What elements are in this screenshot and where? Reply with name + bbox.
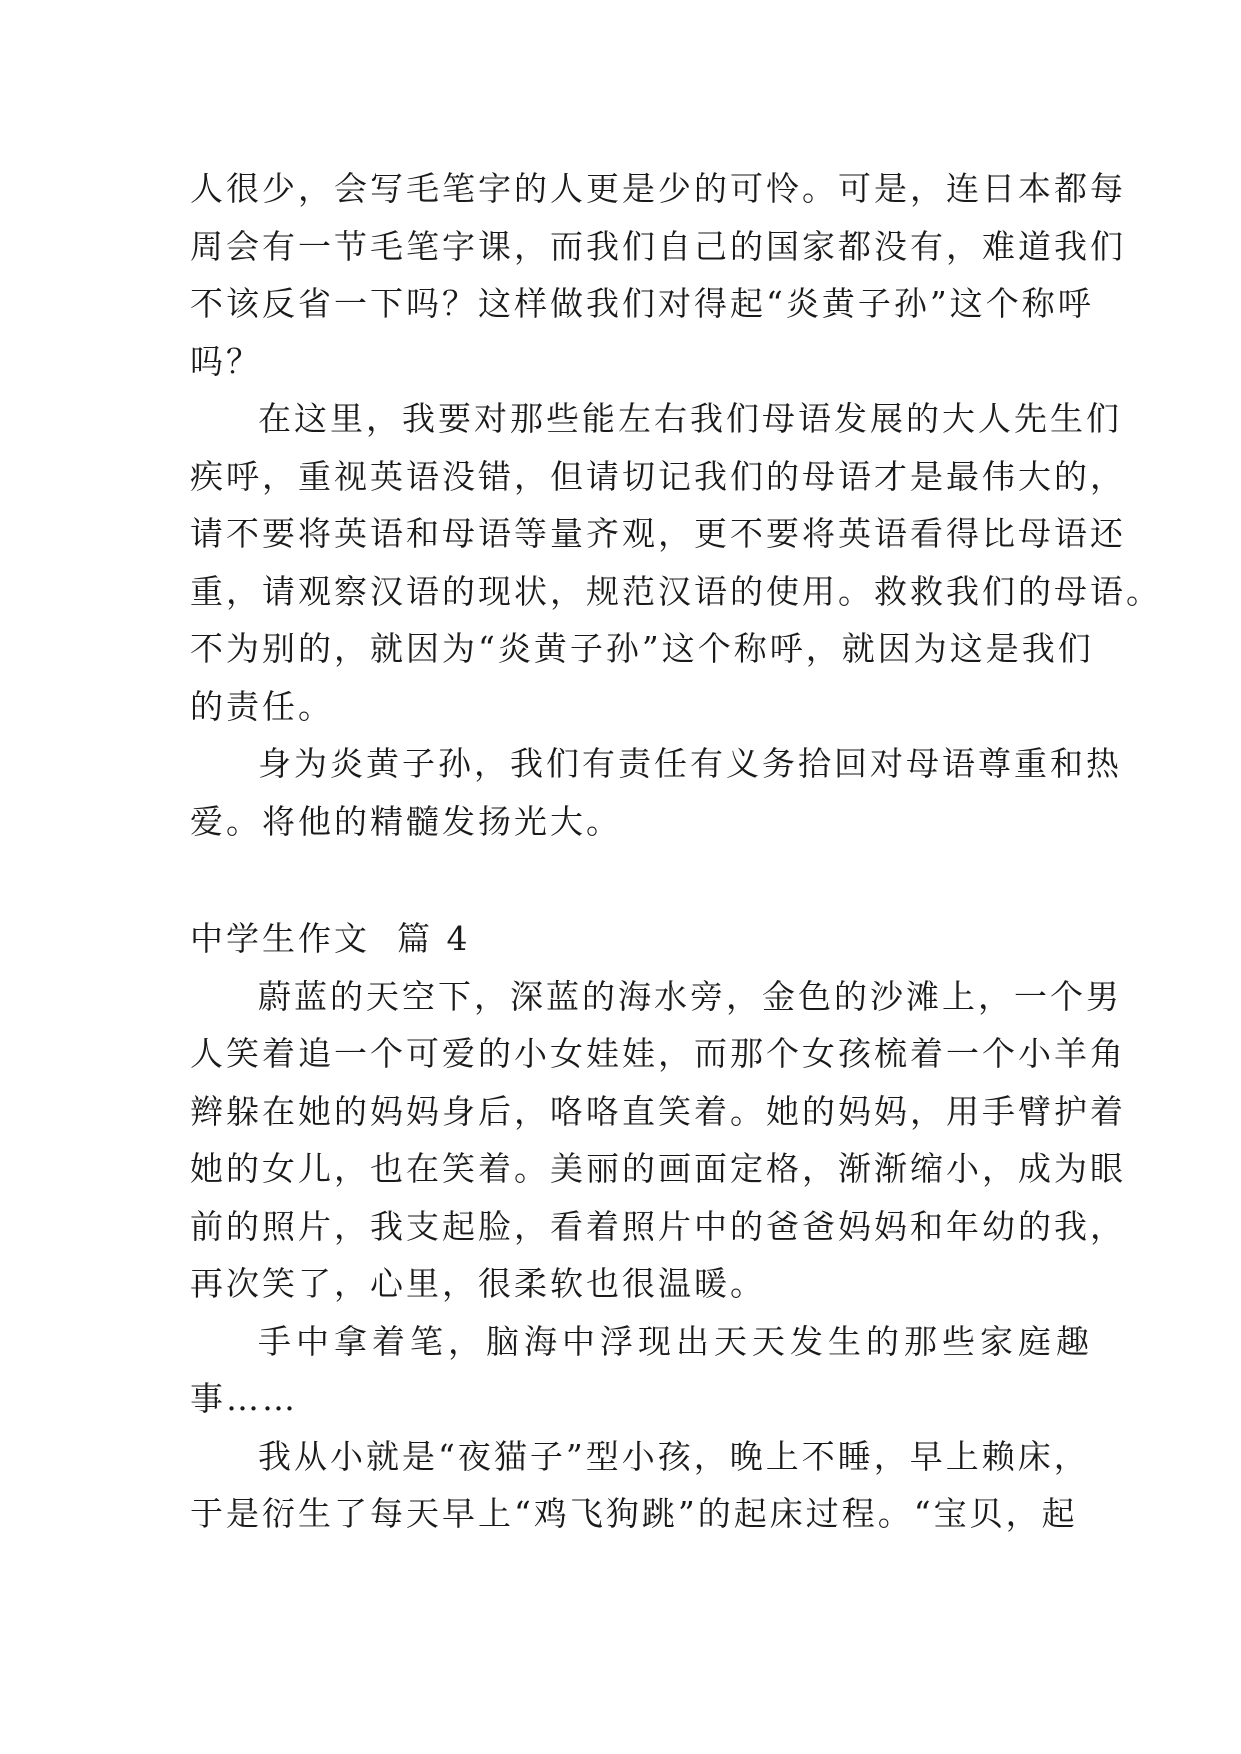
paragraph (190, 735, 1122, 850)
text-line: 前的照片，我支起脸，看着照片中的爸爸妈妈和年幼的我， (190, 1206, 1126, 1246)
text-line: 再次笑了，心里，很柔软也很温暖。 (190, 1264, 766, 1303)
text-line: 爱。将他的精髓发扬光大。 (190, 801, 622, 841)
text-line: 蔚蓝的天空下，深蓝的海水旁，金色的沙滩上，一个男 (258, 976, 1122, 1016)
text-line: 周会有一节毛笔字课，而我们自己的国家都没有，难道我们 (190, 226, 1126, 266)
text-line: 手中拿着笔，脑海中浮现出天天发生的那些家庭趣 (258, 1321, 1094, 1361)
text-line: 重，请观察汉语的现状，规范汉语的使用。救救我们的母语。 (190, 571, 1162, 611)
text-line: 我从小就是“夜猫子”型小孩，晚上不睡，早上赖床， (258, 1436, 1090, 1476)
document-body (190, 160, 1162, 1543)
text-line: 人笑着追一个可爱的小女娃娃，而那个女孩梳着一个小羊角 (190, 1034, 1126, 1073)
text-line: 辫躲在她的妈妈身后，咯咯直笑着。她的妈妈，用手臂护着 (190, 1091, 1126, 1131)
text-line: 不该反省一下吗？这样做我们对得起“炎黄子孙”这个称呼 (190, 284, 1094, 323)
text-line: 人很少，会写毛笔字的人更是少的可怜。可是，连日本都每 (190, 169, 1126, 208)
text-line: 请不要将英语和母语等量齐观，更不要将英语看得比母语还 (190, 514, 1126, 553)
text-line: 于是衍生了每天早上“鸡飞狗跳”的起床过程。“宝贝，起 (190, 1494, 1078, 1533)
text-line: 事…… (190, 1379, 298, 1418)
paragraph (190, 968, 1126, 1313)
text-line: 不为别的，就因为“炎黄子孙”这个称呼，就因为这是我们 (190, 629, 1094, 668)
section-heading: 中学生作文 篇 4 (190, 919, 471, 958)
text-line: 的责任。 (190, 686, 334, 726)
text-line: 她的女儿，也在笑着。美丽的画面定格，渐渐缩小，成为眼 (190, 1149, 1126, 1188)
paragraph (190, 160, 1126, 390)
paragraph (190, 1313, 1094, 1428)
paragraph (190, 1428, 1090, 1543)
text-line: 身为炎黄子孙，我们有责任有义务拾回对母语尊重和热 (258, 744, 1122, 783)
text-line: 在这里，我要对那些能左右我们母语发展的大人先生们 (258, 399, 1122, 438)
text-line: 吗？ (190, 341, 262, 381)
text-line: 疾呼，重视英语没错，但请切记我们的母语才是最伟大的， (190, 456, 1126, 496)
paragraph (190, 390, 1162, 735)
